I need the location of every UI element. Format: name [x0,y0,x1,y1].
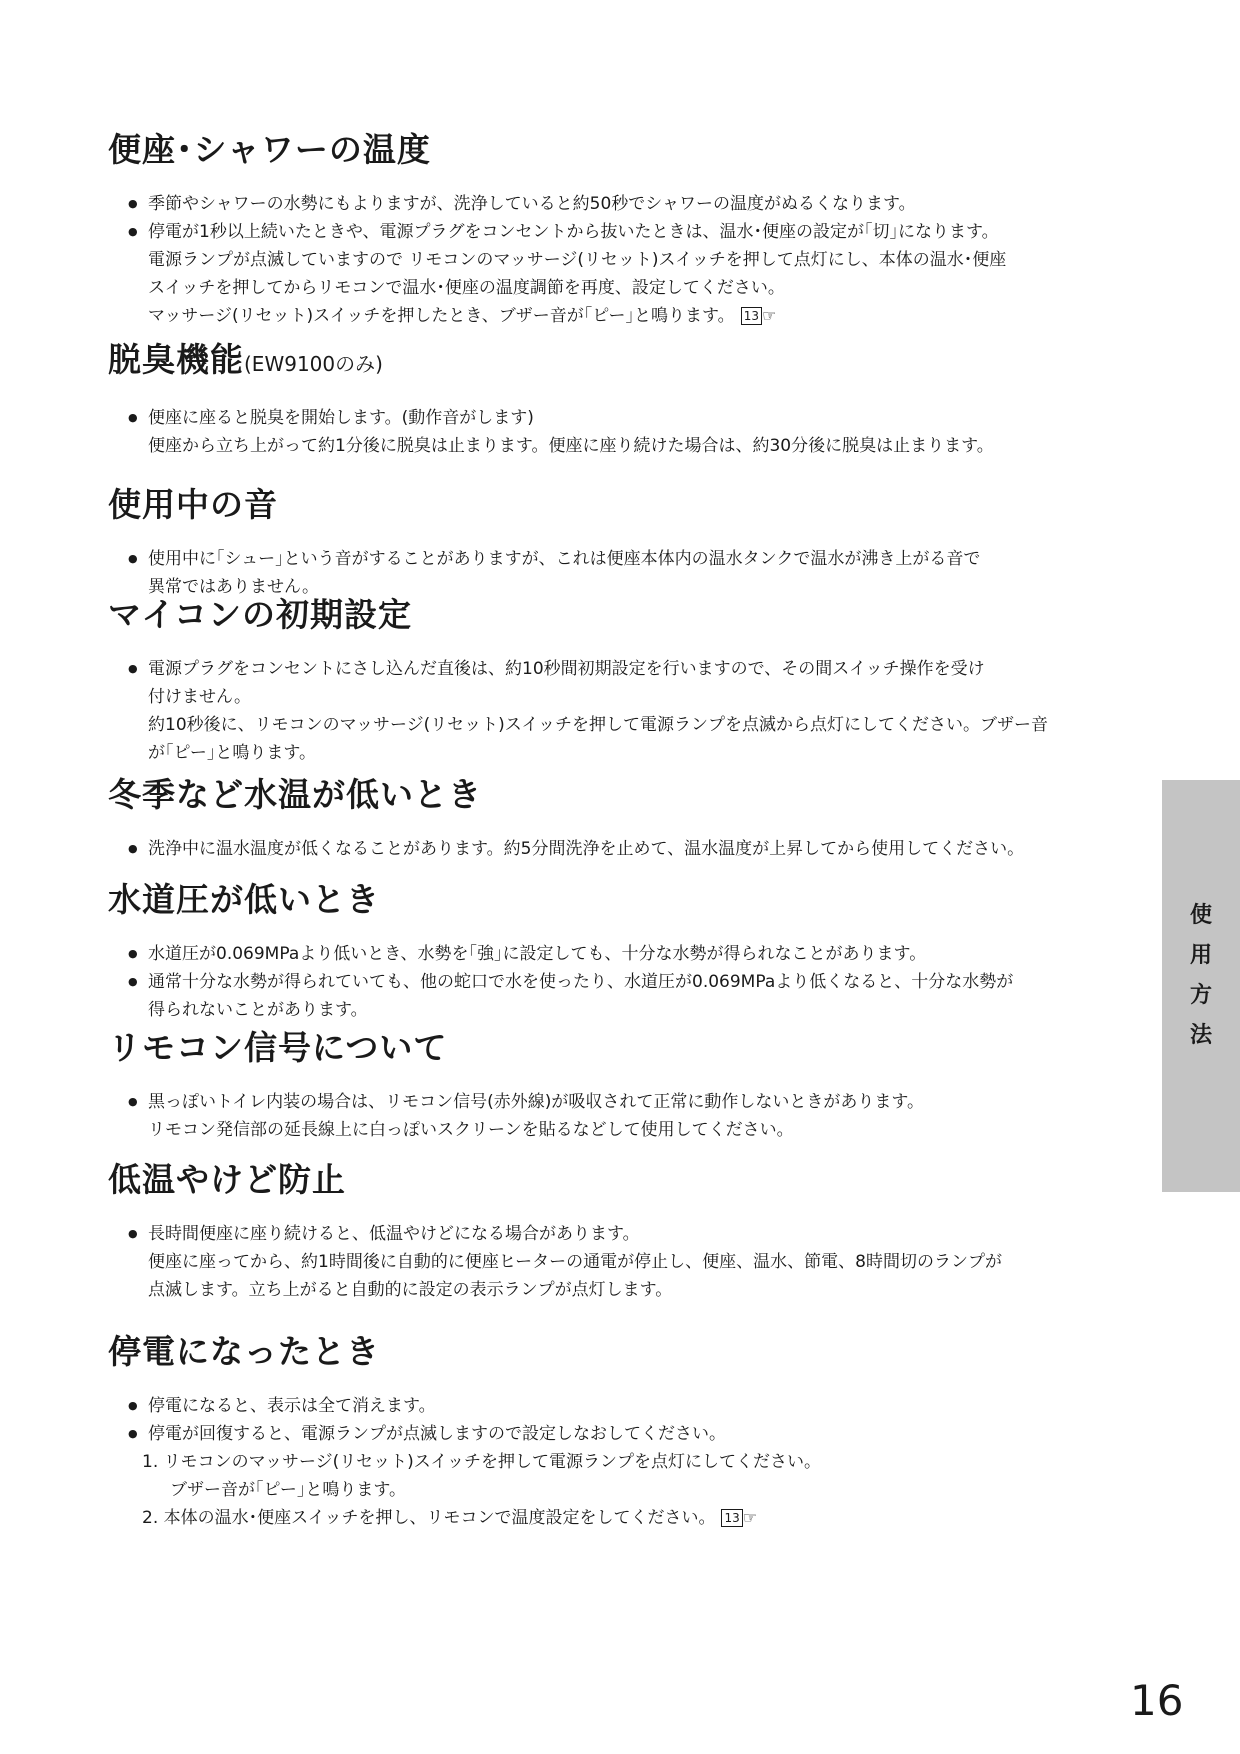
paragraph-line [108,274,1128,302]
section [108,1330,1128,1532]
section-heading-text: 便座･シャワーの温度 [108,130,431,169]
paragraph-text: 電源プラグをコンセントにさし込んだ直後は、約10秒間初期設定を行いますので、その間スイッチ操作を受け [148,659,985,679]
section-heading-text: 低温やけど防止 [108,1160,346,1199]
paragraph-text: リモコン発信部の延長線上に白っぽいスクリーンを貼るなどして使用してください。 [148,1120,794,1140]
paragraph-text: 黒っぽいトイレ内装の場合は、リモコン信号(赤外線)が吸収されて正常に動作しないときがあります。 [148,1092,925,1112]
section-heading [108,593,1128,637]
paragraph-text: ブザー音が｢ピー｣と鳴ります。 [170,1480,406,1500]
side-tab-char: 用 [1189,943,1212,968]
side-tab-char: 使 [1189,903,1212,928]
bullet-item [108,1220,1128,1248]
paragraph-text: 電源ランプが点滅していますので リモコンのマッサージ(リセット)スイッチを押して点灯にし、本体の温水･便座 [148,250,1007,270]
paragraph-line [108,711,1128,739]
paragraph-text: 異常ではありません。 [148,577,320,597]
section-heading-text: 水道圧が低いとき [108,880,380,919]
paragraph-text: 約10秒後に、リモコンのマッサージ(リセット)スイッチを押して電源ランプを点滅から点灯にしてください。ブザー音 [148,715,1049,735]
paragraph-line [108,1116,1128,1144]
section [108,593,1128,767]
paragraph-text: 2. 本体の温水･便座スイッチを押し、リモコンで温度設定をしてください。 [142,1508,716,1528]
section [108,1158,1128,1304]
bullet-item [108,835,1128,863]
paragraph-line [108,739,1128,767]
paragraph-text: マッサージ(リセット)スイッチを押したとき、ブザー音が｢ピー｣と鳴ります。 [148,306,735,326]
side-tab-char: 法 [1189,1023,1212,1048]
section-heading [108,483,1128,527]
bullet-item [108,404,1128,432]
section-heading [108,338,1128,386]
section [108,338,1128,460]
section-heading-text: 脱臭機能 [108,340,244,379]
paragraph-text: 1. リモコンのマッサージ(リセット)スイッチを押して電源ランプを点灯にしてください。 [142,1452,822,1472]
page-reference-number: 13 [721,1509,742,1527]
page-reference-number: 13 [741,307,762,325]
paragraph-text: 季節やシャワーの水勢にもよりますが、洗浄していると約50秒でシャワーの温度がぬるくなります。 [148,194,916,214]
section-heading-text: 停電になったとき [108,1332,380,1371]
pointing-hand-icon: ☞ [742,1508,758,1527]
section-heading [108,1158,1128,1202]
bullet-item [108,1420,1128,1448]
paragraph-text: 使用中に｢シュー｣という音がすることがありますが、これは便座本体内の温水タンクで温水が沸き上がる音で [148,549,981,569]
bullet-item [108,1088,1128,1116]
paragraph-line [108,302,1128,330]
section-heading-text: マイコンの初期設定 [108,595,413,634]
section-heading [108,1026,1128,1070]
bullet-item [108,545,1128,573]
page-reference-link[interactable] [741,302,777,330]
paragraph-text: 水道圧が0.069MPaより低いとき、水勢を｢強｣に設定しても、十分な水勢が得られなことがあります。 [148,944,927,964]
page-reference-link[interactable] [721,1504,757,1532]
paragraph-text: 停電が1秒以上続いたときや、電源プラグをコンセントから抜いたときは、温水･便座の設定が｢切｣になります。 [148,222,999,242]
section-heading-text: 冬季など水温が低いとき [108,775,482,814]
paragraph-text: 付けません。 [148,687,252,707]
paragraph-line [108,1476,1128,1504]
section-heading [108,878,1128,922]
paragraph-line [108,1448,1128,1476]
section-heading-text: リモコン信号について [108,1028,448,1067]
section [108,773,1128,863]
section [108,128,1128,330]
paragraph-text: 点滅します。立ち上がると自動的に設定の表示ランプが点灯します。 [148,1280,673,1300]
section-heading-sub: (EW9100のみ) [244,352,383,376]
side-tab-char: 方 [1189,983,1212,1008]
paragraph-text: 便座に座ってから、約1時間後に自動的に便座ヒーターの通電が停止し、便座、温水、節電、8時間切のランプが [148,1252,1002,1272]
paragraph-line [108,246,1128,274]
pointing-hand-icon: ☞ [761,306,777,325]
bullet-item [108,190,1128,218]
side-tab [1162,780,1240,1192]
paragraph-text: が｢ピー｣と鳴ります。 [148,743,316,763]
paragraph-text: 便座から立ち上がって約1分後に脱臭は止まります。便座に座り続けた場合は、約30分後に脱臭は止まります。 [148,436,994,456]
paragraph-text: スイッチを押してからリモコンで温水･便座の温度調節を再度、設定してください。 [148,278,785,298]
paragraph-text: 長時間便座に座り続けると、低温やけどになる場合があります。 [148,1224,640,1244]
bullet-item [108,1392,1128,1420]
paragraph-text: 通常十分な水勢が得られていても、他の蛇口で水を使ったり、水道圧が0.069MPaより低くなると、十分な水勢が [148,972,1014,992]
paragraph-text: 得られないことがあります。 [148,1000,368,1020]
paragraph-line [108,683,1128,711]
paragraph-text: 便座に座ると脱臭を開始します。(動作音がします) [148,408,534,428]
section-heading [108,1330,1128,1374]
bullet-item [108,940,1128,968]
paragraph-text: 洗浄中に温水温度が低くなることがあります。約5分間洗浄を止めて、温水温度が上昇してから使用してください。 [148,839,1025,859]
bullet-item [108,968,1128,996]
paragraph-text: 停電が回復すると、電源ランプが点滅しますので設定しなおしてください。 [148,1424,726,1444]
section [108,1026,1128,1144]
paragraph-line [108,432,1128,460]
section-heading-text: 使用中の音 [108,485,278,524]
section-heading [108,773,1128,817]
bullet-item [108,218,1128,246]
paragraph-text: 停電になると、表示は全て消えます。 [148,1396,436,1416]
section-heading [108,128,1128,172]
page-number: 16 [1130,1676,1184,1725]
section [108,483,1128,601]
paragraph-line [108,996,1128,1024]
paragraph-line [108,1276,1128,1304]
section [108,878,1128,1024]
paragraph-line [108,1504,1128,1532]
bullet-item [108,655,1128,683]
paragraph-line [108,1248,1128,1276]
